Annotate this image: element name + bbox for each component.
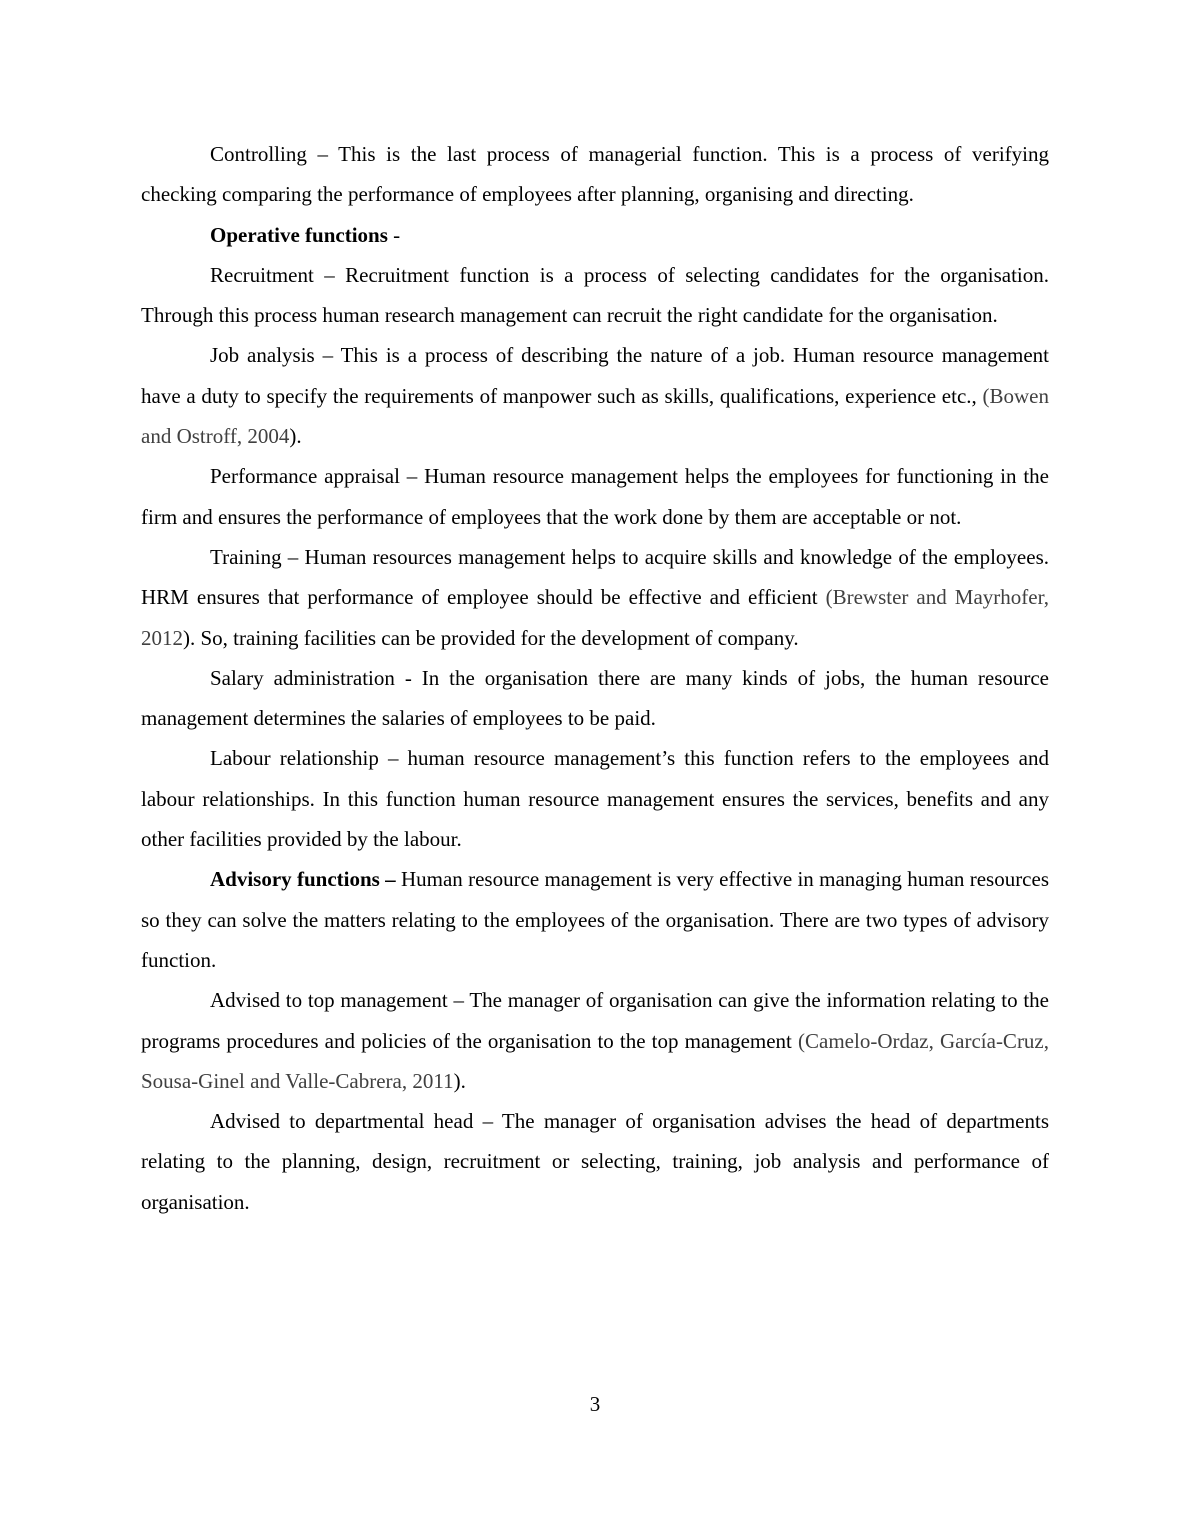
paragraph-performance-appraisal: Performance appraisal – Human resource management helps the employees for functioning in the firm and ensures the performance of employees that the work done by them are acceptable or not.: [141, 464, 1049, 529]
paragraph-advisory-functions: [141, 859, 1049, 980]
citation-brewster-mayrhofer: (Brewster and Mayrhofer, 2012: [141, 585, 1049, 650]
top-management-text: Advised to top management – The manager of organisation can give the information relating to the programs procedures and policies of the organisation to the top management: [141, 988, 1049, 1053]
training-text: Training – Human resources management helps to acquire skills and knowledge of the employees. HRM ensures that performance of employee should be effective and efficient: [141, 544, 1049, 610]
job-analysis-text: Job analysis – This is a process of describing the nature of a job. Human resource management have a duty to specify the requirements of manpower such as skills, qualifications, experience etc.,: [141, 343, 1049, 408]
paragraph-controlling: Controlling – This is the last process of managerial function. This is a process of verifying checking comparing the performance of employees after planning, organising and directing.: [141, 142, 1049, 207]
top-management-end: ).: [453, 1068, 466, 1093]
paragraph-job-analysis: [141, 335, 1049, 456]
paragraph-advised-departmental-head: Advised to departmental head – The manager of organisation advises the head of departments relating to the planning, design, recruitment or selecting, training, job analysis and performance of organisation.: [141, 1109, 1049, 1214]
paragraph-operative-functions-heading: [141, 215, 1049, 255]
citation-bowen-ostroff: (Bowen and Ostroff, 2004: [141, 383, 1049, 449]
paragraph-training: [141, 537, 1049, 658]
operative-functions-heading: Operative functions: [210, 222, 388, 247]
paragraph-advised-top-management: [141, 980, 1049, 1101]
operative-functions-suffix: -: [387, 222, 401, 247]
training-end: ). So, training facilities can be provided for the development of company.: [183, 625, 799, 650]
job-analysis-end: ).: [289, 424, 302, 449]
paragraph-salary-administration: Salary administration - In the organisation there are many kinds of jobs, the human resource management determines the salaries of employees to be paid.: [141, 665, 1049, 731]
page-number: 3: [589, 1392, 601, 1416]
advisory-functions-heading: Advisory functions –: [210, 867, 396, 892]
citation-camelo-ordaz: (Camelo-Ordaz, García-Cruz, Sousa-Ginel and Valle-Cabrera, 2011: [141, 1028, 1050, 1093]
paragraph-recruitment: Recruitment – Recruitment function is a process of selecting candidates for the organisation. Through this process human research management can recruit the right candidate for the organisation.: [141, 262, 1049, 328]
advisory-functions-text: Human resource management is very effective in managing human resources so they can solve the matters relating to the employees of the organisation. There are two types of advisory function.: [141, 867, 1049, 972]
document-body: [141, 134, 1049, 1222]
paragraph-labour-relationship: Labour relationship – human resource management’s this function refers to the employees and labour relationships. In this function human resource management ensures the services, benefits and any other facilities provided by the labour.: [141, 746, 1049, 852]
